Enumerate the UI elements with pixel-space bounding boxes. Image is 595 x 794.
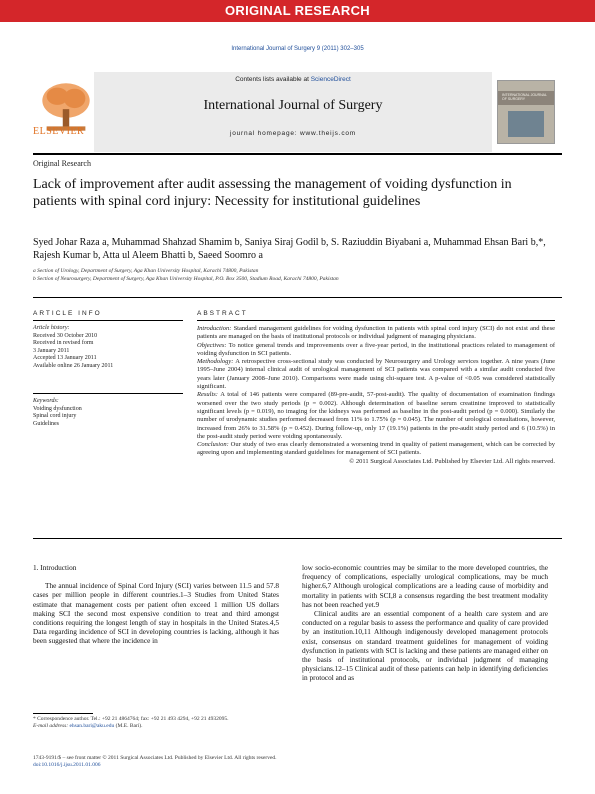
author-email-link[interactable]: ehsan.bari@aku.edu: [69, 723, 115, 729]
cover-title: INTERNATIONAL JOURNAL OF SURGERY: [502, 93, 547, 101]
body-paragraph: The annual incidence of Spinal Cord Injury (SCI) varies between 11.5 and 57.8 cases per million people in different countries.1–3 Studies from United States estimate that management costs per patient often exceed 1 million US dollars making SCI the second most expensive condition to treat and third amongst conditions requiring the longest length of stay in hospitals in the United States.4,5 Data regarding incidence of SCI in developing countries is lacking, although it has been suggested that where the incidence in: [33, 581, 279, 646]
history-item: 3 January 2011: [33, 347, 70, 354]
correspondence-footnote: * Correspondence author. Tel.: +92 21 4864764; fax: +92 21 493 4294, +92 21 4932095. E-mail address: ehsan.bari@aku.edu (M.E. Bari).: [33, 716, 229, 729]
abstract-results: Results: A total of 146 patients were compared (89-pre-audit, 57-post-audit). The quality of documentation of examination findings worsened over the two study periods (p = 0.002). Although determination of baseline serum creatinine improved to statistically significant levels (p = 0.019), no imaging for the kidneys was performed as baseline in the post-audit period (p = 0.000). Similarly the number of urodynamic studies performed decreased from 11% to 1.75% (p = 0.045). The number of urological consultations, however, increased from 26% to 31.58% (p = 0.452). During follow-up, only 17 (19.1%) patients in the pre-audit study period and 6 (10.5%) in the post-audit study period were voiding spontaneously.: [197, 391, 555, 440]
history-item: Received 30 October 2010: [33, 332, 98, 339]
keywords: Keywords: Voiding dysfunction Spinal cord injury Guidelines: [33, 398, 183, 428]
body-paragraph: Clinical audits are an essential component of a health care system and are conducted on a regular basis to assess the performance and quality of care provided by an institution.10,11 Although indigenously developed management protocols exist, consensus on standard treatment guidelines for management of voiding dysfunction in patients with SCI is lacking and these patients are managed either on the basis of institutional protocols, or individual judgment of managing physicians.12–15 Clinical audit of these patients can help in identifying deficiencies in protocol and as: [302, 609, 548, 683]
body-left-column: [33, 563, 279, 646]
journal-title: International Journal of Surgery: [203, 98, 383, 113]
footnote-rule: [33, 713, 93, 714]
article-title: Lack of improvement after audit assessing the management of voiding dysfunction in patients with spinal cord injury: Necessity for institutional guidelines: [33, 177, 512, 209]
abstract-rule: [197, 320, 555, 321]
abstract-copyright: © 2011 Surgical Associates Ltd. Published by Elsevier Ltd. All rights reserved.: [349, 457, 555, 465]
info-rule: [33, 320, 183, 321]
keyword-item: Voiding dysfunction: [33, 405, 82, 412]
abstract-methodology: Methodology: A retrospective cross-sectional study was conducted by Neurosurgery and Urology services together. A nine years (June 1995–June 2004) internal clinical audit of urological management of SCI patients was compared with a similar audit conducted five years later (January 2008–June 2010). Comparisons were made using chi-square test. A p-value of <0.05 was considered statistically significant.: [197, 358, 555, 391]
article-type-banner: ORIGINAL RESEARCH: [0, 0, 595, 22]
journal-citation[interactable]: International Journal of Surgery 9 (2011) 302–305: [231, 46, 364, 52]
keyword-item: Guidelines: [33, 420, 59, 427]
history-item: Accepted 13 January 2011: [33, 355, 97, 362]
history-item: Available online 26 January 2011: [33, 362, 114, 369]
doi-link[interactable]: doi:10.1016/j.ijsu.2011.01.006: [33, 762, 101, 768]
sciencedirect-link[interactable]: ScienceDirect: [310, 76, 351, 83]
article-history: Article history: Received 30 October 2010 Received in revised form 3 January 2011 Accepted 13 January 2011 Available online 26 January 2011: [33, 325, 183, 371]
abstract-introduction: Introduction: Standard management guidelines for voiding dysfunction in patients with spinal cord injury (SCI) do not exist and these patients are managed on the basis of institutional protocols or individual judgment of managing physicians.: [197, 325, 555, 341]
bottom-publication-info: [33, 755, 333, 769]
section-label: Original Research: [33, 159, 91, 168]
body-paragraph: low socio-economic countries may be similar to the more developed countries, the frequency of complications, especially urological complications, may be much higher.6,7 Although urological complications are a leading cause of morbidity and mortality in patients with SCI,8 a consensus regarding the best treatment modality has not been reached yet.9: [302, 563, 548, 609]
header-rule: [33, 153, 562, 155]
affiliation-rule: [33, 297, 562, 298]
affiliation-b: b Section of Neurosurgery, Department of Surgery, Aga Khan University Hospital, P.O. Box 3500, Stadium Road, Karachi 74800, Pakistan: [33, 276, 339, 282]
body-right-column: [302, 563, 548, 683]
section-heading-introduction: 1. Introduction: [33, 563, 77, 572]
abstract-objectives: Objectives: To notice general trends and improvements over a five-year period, in the institutional practices related to management of voiding dysfunction in SCI patients.: [197, 341, 555, 357]
author-list: Syed Johar Raza a, Muhammad Shahzad Shamim b, Saniya Siraj Godil b, S. Raziuddin Biyabani a, Muhammad Ehsan Bari b,*, Rajesh Kumar b, Atta ul Aleem Bhatti b, Saeed Soomro a: [33, 237, 546, 261]
journal-homepage[interactable]: journal homepage: www.theijs.com: [229, 130, 357, 137]
publisher-name: ELSEVIER: [33, 126, 85, 137]
affiliation-a: a Section of Urology, Department of Surgery, Aga Khan University Hospital, Karachi 74800, Pakistan: [33, 268, 259, 274]
article-info-heading: ARTICLE INFO: [33, 310, 102, 317]
abstract-conclusion: Conclusion: Our study of two eras clearly demonstrated a worsening trend in quality of patient management, which can be corrected by agreeing upon and implementing standard guidelines for management of SCI patients.: [197, 441, 555, 457]
abstract-bottom-rule: [33, 538, 562, 539]
abstract-body: [197, 325, 555, 466]
journal-masthead: [94, 72, 492, 152]
journal-cover-thumbnail: [497, 80, 555, 144]
contents-line: Contents lists available at ScienceDirect: [235, 76, 351, 83]
keyword-item: Spinal cord injury: [33, 413, 77, 420]
issn-line: 1743-9191/$ – see front matter © 2011 Surgical Associates Ltd. Published by Elsevier Ltd. All rights reserved.: [33, 755, 277, 761]
cover-image: [508, 111, 544, 137]
abstract-heading: ABSTRACT: [197, 310, 248, 317]
history-item: Received in revised form: [33, 340, 94, 347]
